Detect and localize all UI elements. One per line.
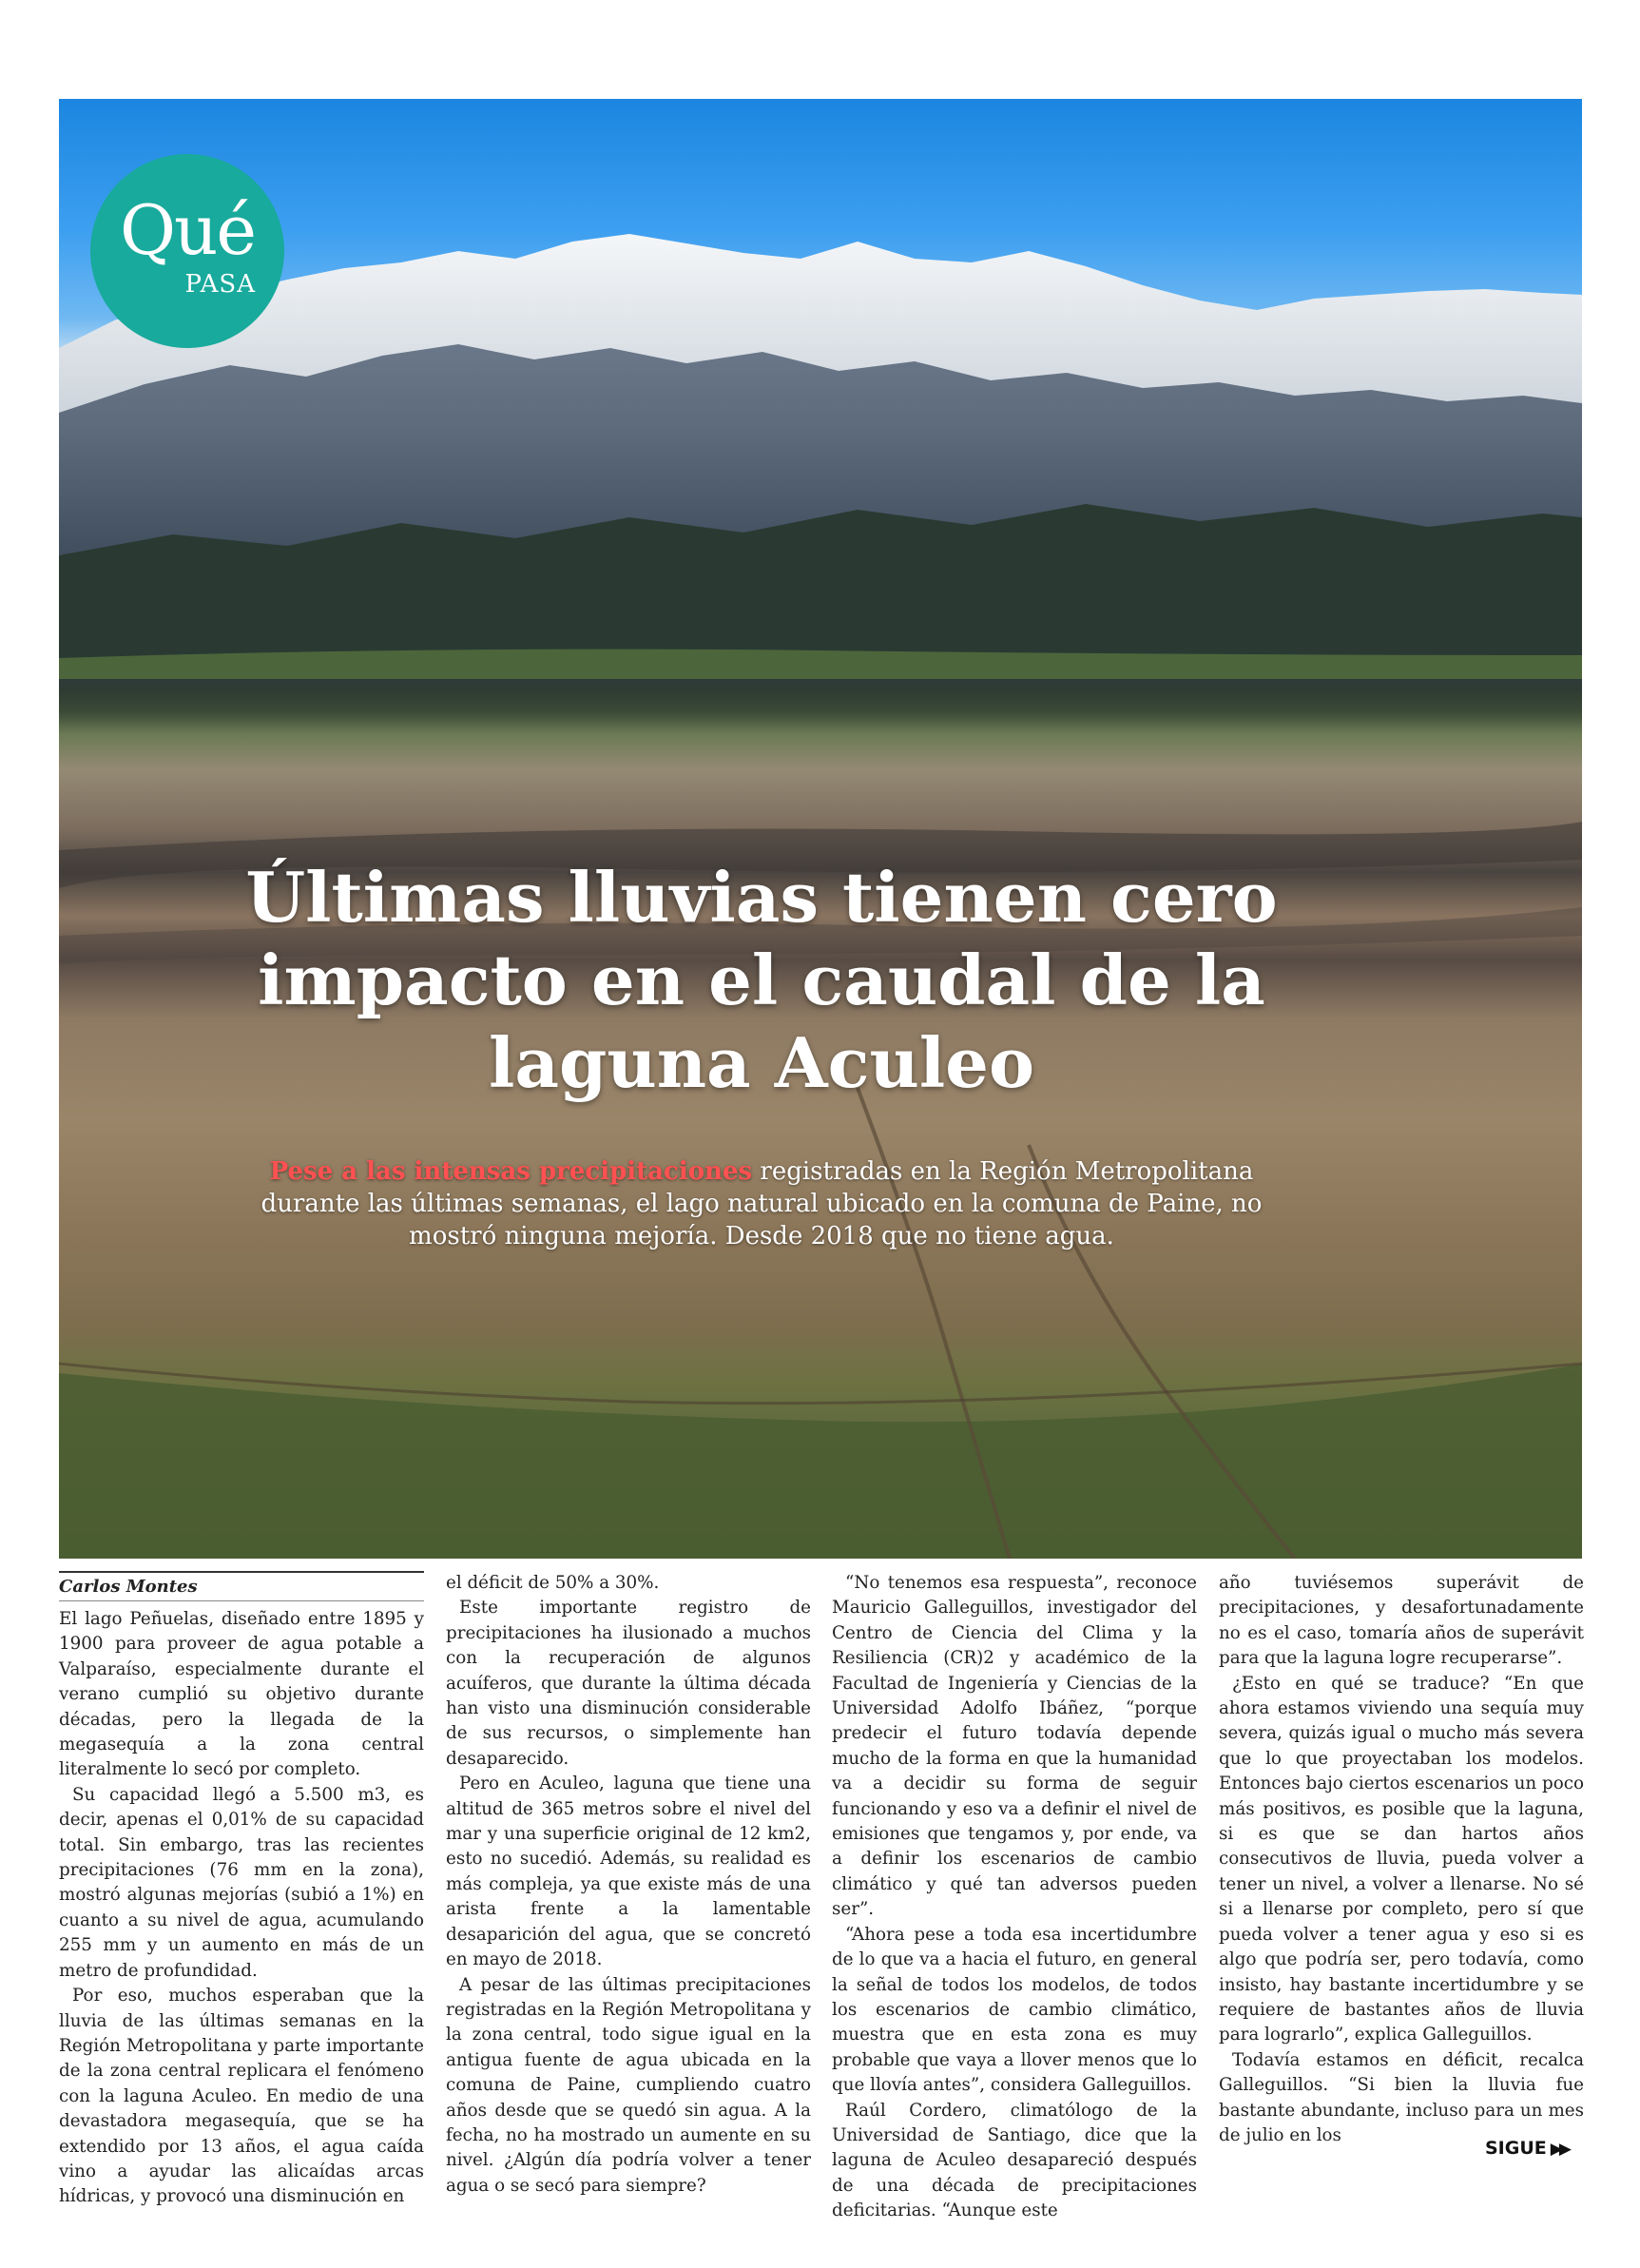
badge-sub-text: PASA [184, 270, 256, 299]
grass-field [59, 1364, 1582, 1559]
paragraph: Su capacidad llegó a 5.500 m3, es decir, apenas el 0,01% de su capacidad total. Sin embargo, tras las recientes precipitaciones (76 mm en la zona), mostró algunas mejorías (subió a 1%) en cuanto a su nivel de agua, acumulando 255 mm y un aumento en más de un metro de profundidad. [59, 1784, 424, 1981]
paragraph: Raúl Cordero, climatólogo de la Universidad de Santiago, dice que la laguna de Aculeo desapareció después de una década de precipitaciones deficitarias. “Aunque este [832, 2100, 1197, 2221]
paragraph: “Ahora pese a toda esa incertidumbre de lo que va a hacia el futuro, en general la señal de todos los modelos, de todos los escenarios de cambio climático, muestra que en esta zona es muy probable que vaya a llover menos que lo que llovía antes”, considera Galleguillos. [832, 1924, 1197, 2096]
paragraph: El lago Peñuelas, diseñado entre 1895 y 1900 para proveer de agua potable a Valparaíso, especialmente durante el verano cumplió su objetivo durante décadas, pero la llegada de la megasequía a la zona central literalmente lo secó por completo. [59, 1609, 424, 1780]
subtitle-highlight: Pese a las intensas precipitaciones [269, 1157, 753, 1186]
paragraph: Por eso, muchos esperaban que la lluvia de las últimas semanas en la Región Metropolitana y parte importante de la zona central replicara el fenómeno con la laguna Aculeo. En medio de una devastadora megasequía, que se ha extendido por 13 años, el agua caída vino a ayudar las alicaídas arcas hídricas, y provocó una disminución en [59, 1986, 424, 2207]
subtitle [238, 1155, 1285, 1252]
double-arrow-icon: ▶▶ [1550, 2140, 1568, 2159]
paragraph: ¿Esto en qué se traduce? “En que ahora estamos viviendo una sequía muy severa, quizás igual o mucho más severa que lo que proyectaban los modelos. Entonces bajo ciertos escenarios un poco más positivos, es posible que la laguna, si es que se dan hartos años consecutivos de lluvia, pueda volver a tener un nivel, a volver a llenarse. No sé si a llenarse por completo, pero sí que pueda volver a tener agua y eso si es algo que podría ser, pero todavía, como insisto, hay bastante incertidumbre y se requiere de bastantes años de lluvia para lograrlo”, explica Galleguillos. [1219, 1673, 1584, 2045]
paragraph: Este importante registro de precipitaciones ha ilusionado a muchos con la recuperación de algunos acuíferos, que durante la última década han visto una disminución considerable de sus recursos, o simplemente han desaparecido. [446, 1598, 811, 1769]
continue-label: SIGUE [1485, 2138, 1547, 2159]
paragraph: Todavía estamos en déficit, recalca Galleguillos. “Si bien la lluvia fue bastante abundante, incluso para un mes de julio en los [1219, 2049, 1584, 2145]
headline: Últimas lluvias tienen cero impacto en el caudal de la laguna Aculeo [245, 857, 1278, 1103]
paragraph: Pero en Aculeo, laguna que tiene una altitud de 365 metros sobre el nivel del mar y una superficie original de 12 km2, esto no sucedió. Además, su realidad es más compleja, ya que existe más de una arista frente a la lamentable desaparición del agua, que se concretó en mayo de 2018. [446, 1774, 811, 1970]
landscape-illustration [59, 99, 1582, 1559]
hero-photo [59, 99, 1582, 1559]
article-column-4 [1219, 1571, 1584, 2148]
article-column-1 [59, 1571, 424, 2210]
subtitle-text: registradas en la Región Metropolitana durante las últimas semanas, el lago natural ubicado en la comuna de Paine, no mostró ninguna mejoría. Desde 2018 que no tiene agua. [260, 1157, 1263, 1250]
paragraph: A pesar de las últimas precipitaciones registradas en la Región Metropolitana y la zona central, todo sigue igual en la antigua fuente de agua ubicada en la comuna de Paine, cumpliendo cuatro años desde que se quedó sin agua. A la fecha, no ha mostrado un aumente en su nivel. ¿Algún día podría volver a tener agua o se secó para siempre? [446, 1974, 811, 2196]
que-pasa-badge [90, 154, 284, 348]
badge-main-text: Qué [119, 190, 255, 270]
byline: Carlos Montes [59, 1571, 424, 1601]
paragraph: el déficit de 50% a 30%. [446, 1573, 660, 1593]
article-column-2 [446, 1571, 811, 2199]
paragraph: “No tenemos esa respuesta”, reconoce Mauricio Galleguillos, investigador del Centro de Ciencia del Clima y la Resiliencia (CR)2 y académico de la Facultad de Ingeniería y Ciencias de la Universidad Adolfo Ibáñez, “porque predecir el futuro todavía depende mucho de la forma en que la humanidad va a decidir su forma de seguir funcionando y eso va a definir el nivel de emisiones que tengamos y, por ende, va a definir los escenarios de cambio climático y qué tan adversos pueden ser”. [832, 1573, 1197, 1920]
continue-link[interactable] [1485, 2138, 1568, 2159]
article-column-3 [832, 1571, 1197, 2224]
paragraph: año tuviésemos superávit de precipitaciones, y desafortunadamente no es el caso, tomaría años de superávit para que la laguna logre recuperarse”. [1219, 1573, 1584, 1669]
